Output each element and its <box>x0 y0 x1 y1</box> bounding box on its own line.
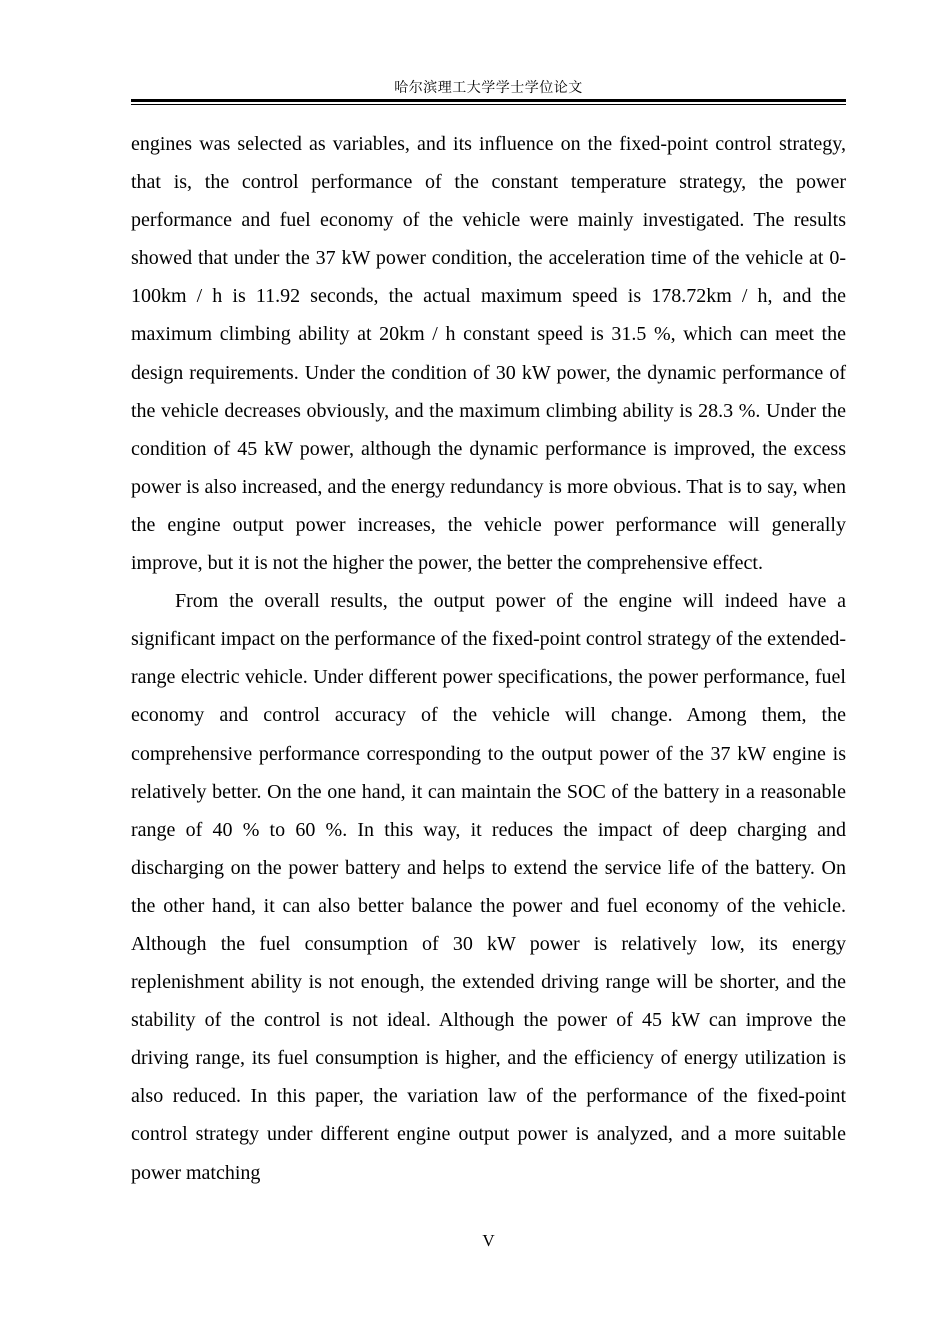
header-rule-thick <box>131 99 846 102</box>
body-text <box>131 125 846 1192</box>
header-rule-thin <box>131 104 846 105</box>
paragraph-overall-results: From the overall results, the output power of the engine will indeed have a significant impact on the performance of the fixed-point control strategy of the extended-range electric vehicle. Under different power specifications, the power performance, fuel economy and control accuracy of the vehicle will change. Among them, the comprehensive performance corresponding to the output power of the 37 kW engine is relatively better. On the one hand, it can maintain the SOC of the battery in a reasonable range of 40 % to 60 %. In this way, it reduces the impact of deep charging and discharging on the power battery and helps to extend the service life of the battery. On the other hand, it can also better balance the power and fuel economy of the vehicle. Although the fuel consumption of 30 kW power is relatively low, its energy replenishment ability is not enough, the extended driving range will be shorter, and the stability of the control is not ideal. Although the power of 45 kW can improve the driving range, its fuel consumption is higher, and the efficiency of energy utilization is also reduced. In this paper, the variation law of the performance of the fixed-point control strategy under different engine output power is analyzed, and a more suitable power matching <box>131 590 846 1184</box>
running-header: 哈尔滨理工大学学士学位论文 <box>394 80 583 96</box>
page-number: V <box>482 1231 495 1250</box>
paragraph-continuation: engines was selected as variables, and its influence on the fixed-point control strategy, that is, the control performance of the constant temperature strategy, the power performance and fuel economy of the vehicle were mainly investigated. The results showed that under the 37 kW power condition, the acceleration time of the vehicle at 0-100km / h is 11.92 seconds, the actual maximum speed is 178.72km / h, and the maximum climbing ability at 20km / h constant speed is 31.5 %, which can meet the design requirements. Under the condition of 30 kW power, the dynamic performance of the vehicle decreases obviously, and the maximum climbing ability is 28.3 %. Under the condition of 45 kW power, although the dynamic performance is improved, the excess power is also increased, and the energy redundancy is more obvious. That is to say, when the engine output power increases, the vehicle power performance will generally improve, but it is not the higher the power, the better the comprehensive effect. <box>131 133 846 575</box>
